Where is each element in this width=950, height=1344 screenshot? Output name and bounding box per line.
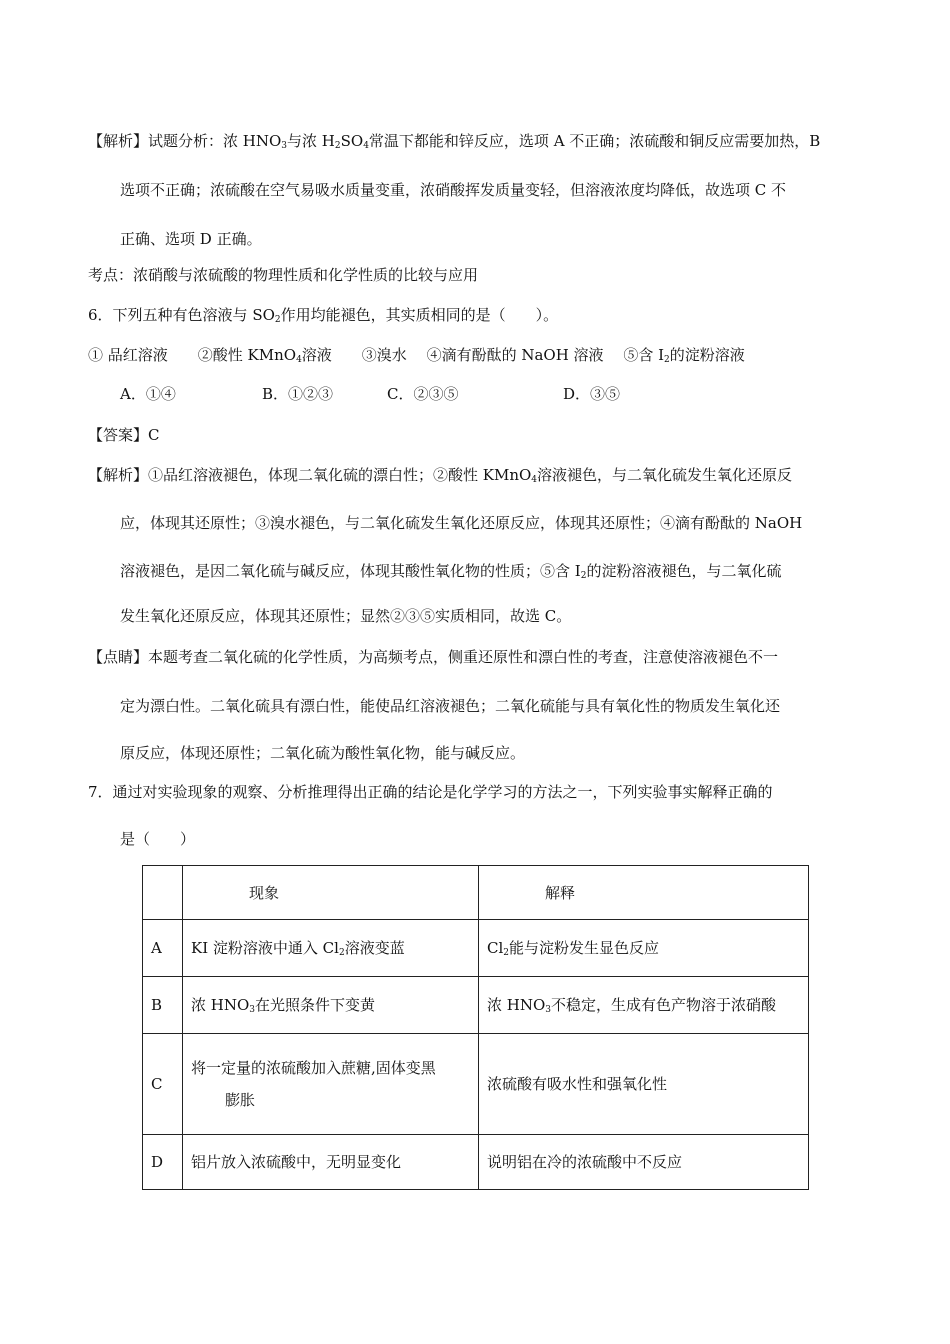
q5-analysis-line-2: 选项不正确；浓硫酸在空气易吸水质量变重，浓硝酸挥发质量变轻，但溶液浓度均降低，故选项 C 不 xyxy=(120,181,787,199)
row-phenomenon: 铝片放入浓硫酸中，无明显变化 xyxy=(183,1135,479,1190)
row-phenomenon: KI 淀粉溶液中通入 $Cl_2$溶液变蓝 xyxy=(183,920,479,977)
row-explanation: 浓 $HNO_3$不稳定，生成有色产物溶于浓硝酸 xyxy=(479,977,809,1034)
q6-option-a: A．①④ xyxy=(120,385,176,403)
q7-table xyxy=(142,865,809,1190)
row-label: C xyxy=(143,1034,183,1135)
q6-stem: 6．下列五种有色溶液与 $SO_2$作用均能褪色，其实质相同的是（ ）。 xyxy=(88,306,559,325)
q7-stem-line-1: 7．通过对实验现象的观察、分析推理得出正确的结论是化学学习的方法之一，下列实验事实解释正确的 xyxy=(88,783,773,801)
row-phenomenon: 将一定量的浓硫酸加入蔗糖,固体变黑 膨胀 xyxy=(183,1034,479,1135)
header-phenomenon: 现象 xyxy=(183,866,479,920)
q6-option-d: D．③⑤ xyxy=(563,385,621,403)
table-row xyxy=(143,1034,809,1135)
row-label: B xyxy=(143,977,183,1034)
row-phenomenon: 浓 $HNO_3$在光照条件下变黄 xyxy=(183,977,479,1034)
q6-analysis-line-3: 溶液褪色，是因二氧化硫与碱反应，体现其酸性氧化物的性质；⑤含 $I_2$的淀粉溶液褪色，与二氧化硫 xyxy=(120,562,782,581)
row-label: D xyxy=(143,1135,183,1190)
row-label: A xyxy=(143,920,183,977)
q6-dianjing-line-1: 【点睛】本题考查二氧化硫的化学性质，为高频考点，侧重还原性和漂白性的考查，注意使溶液褪色不一 xyxy=(88,648,779,666)
q6-analysis-line-2: 应，体现其还原性；③溴水褪色，与二氧化硫发生氧化还原反应，体现其还原性；④滴有酚酞的 NaOH xyxy=(120,514,803,532)
table-row xyxy=(143,920,809,977)
q6-answer: 【答案】C xyxy=(88,426,160,444)
row-explanation: 浓硫酸有吸水性和强氧化性 xyxy=(479,1034,809,1135)
table-row xyxy=(143,1135,809,1190)
q5-kaodian: 考点：浓硝酸与浓硫酸的物理性质和化学性质的比较与应用 xyxy=(88,266,479,284)
q6-analysis-line-1: 【解析】①品红溶液褪色，体现二氧化硫的漂白性；②酸性 KMnO$_4$溶液褪色，与二氧化硫发生氧化还原反 xyxy=(88,466,793,485)
q6-dianjing-line-2: 定为漂白性。二氧化硫具有漂白性，能使品红溶液褪色；二氧化硫能与具有氧化性的物质发生氧化还 xyxy=(120,697,781,715)
q6-dianjing-line-3: 原反应，体现还原性；二氧化硫为酸性氧化物，能与碱反应。 xyxy=(120,744,526,762)
q6-option-b: B．①②③ xyxy=(262,385,334,403)
header-explanation: 解释 xyxy=(479,866,809,920)
q7-stem-line-2: 是（ ） xyxy=(120,830,196,848)
row-explanation: 说明铝在冷的浓硫酸中不反应 xyxy=(479,1135,809,1190)
q5-analysis-line-3: 正确、选项 D 正确。 xyxy=(120,230,262,248)
table-header-row xyxy=(143,866,809,920)
q6-option-c: C．②③⑤ xyxy=(387,385,459,403)
q6-analysis-line-4: 发生氧化还原反应，体现其还原性；显然②③⑤实质相同，故选 C。 xyxy=(120,607,572,625)
q5-analysis-line-1: 【解析】试题分析：浓 $HNO_3$与浓 $H_2SO_4$常温下都能和锌反应，选项 A 不正确；浓硫酸和铜反应需要加热，B xyxy=(88,132,821,151)
q6-items: ① 品红溶液 ②酸性 KMnO$_4$溶液 ③溴水 ④滴有酚酞的 NaOH 溶液 ⑤含 $I_2$的淀粉溶液 xyxy=(88,346,745,365)
row-explanation: $Cl_2$能与淀粉发生显色反应 xyxy=(479,920,809,977)
table-row xyxy=(143,977,809,1034)
header-empty-cell xyxy=(143,866,183,920)
